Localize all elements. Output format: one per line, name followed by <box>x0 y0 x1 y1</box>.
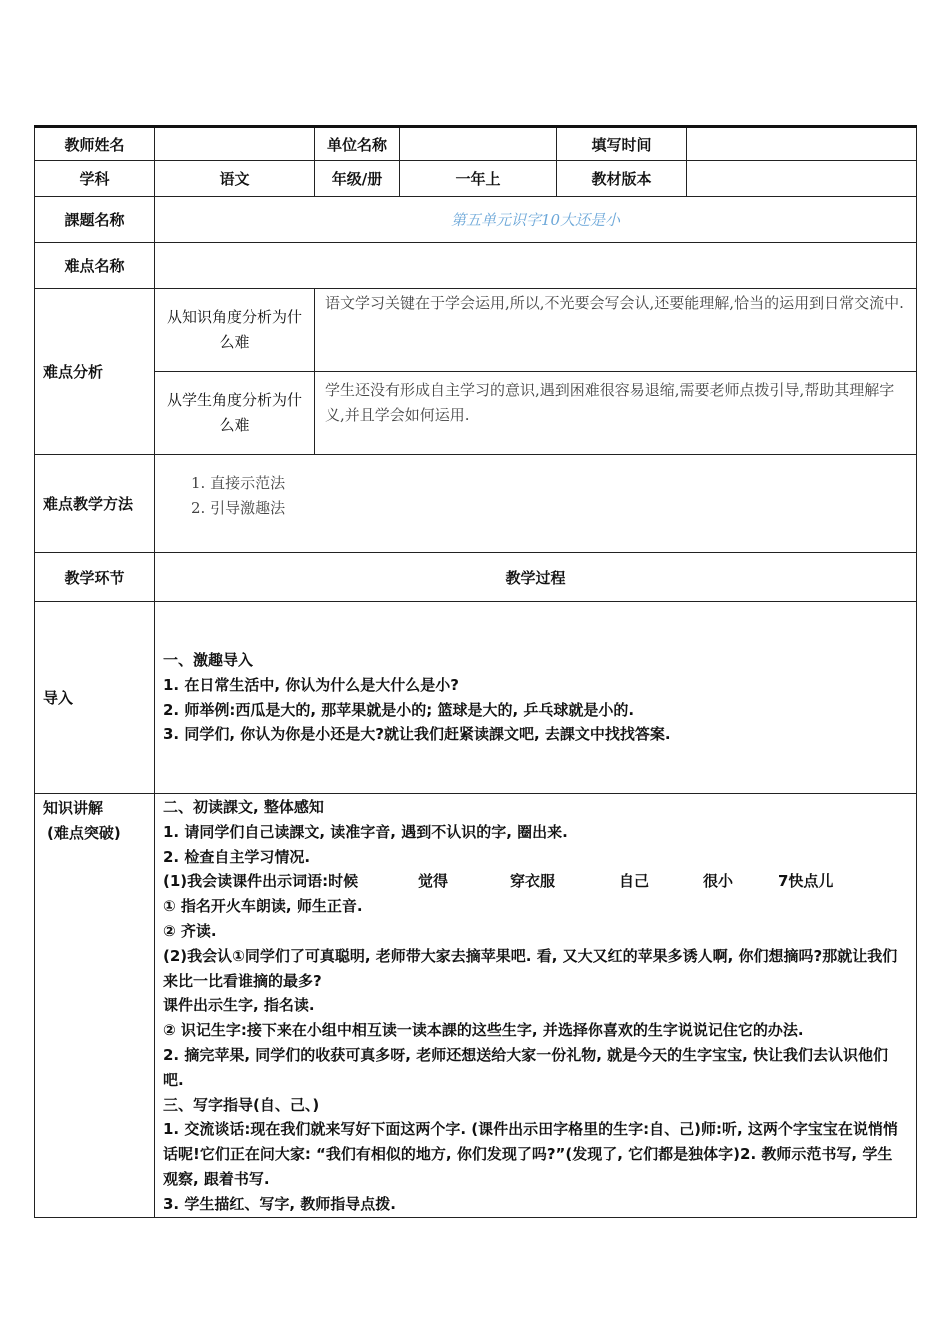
student-angle-label: 从学生角度分析为什么难 <box>155 372 315 455</box>
word-item: 自己 <box>619 872 650 891</box>
teacher-name-label: 教师姓名 <box>35 127 155 161</box>
fill-time-value <box>687 127 917 161</box>
method-label: 难点教学方法 <box>35 455 155 553</box>
word-item: 穿衣服 <box>510 872 556 891</box>
knowledge-line: 3. 学生描红、写字, 教师指导点拨. <box>163 1194 396 1213</box>
intro-line: 2. 师举例:西瓜是大的, 那苹果就是小的; 篮球是大的, 乒乓球就是小的. <box>163 700 635 719</box>
word-list-line <box>163 869 906 894</box>
analysis-knowledge-row <box>35 289 917 372</box>
unit-value <box>400 127 557 161</box>
analysis-student-row <box>35 372 917 455</box>
teacher-info-row <box>35 127 917 161</box>
method-cell <box>155 455 917 553</box>
knowledge-content <box>155 794 917 1218</box>
method-item: 1. 直接示范法 <box>191 474 286 492</box>
difficulty-row <box>35 243 917 289</box>
grade-label: 年级/册 <box>315 161 400 197</box>
word-item: 7快点儿 <box>778 872 834 891</box>
word-intro: (1)我会读课件出示词语:时候 <box>163 872 359 891</box>
intro-content <box>155 602 917 794</box>
difficulty-value <box>155 243 917 289</box>
process-header: 教学过程 <box>155 553 917 602</box>
knowledge-line: 课件出示生字, 指名读. <box>163 996 315 1015</box>
subject-info-row <box>35 161 917 197</box>
fill-time-label: 填写时间 <box>557 127 687 161</box>
knowledge-angle-label: 从知识角度分析为什么难 <box>155 289 315 372</box>
teacher-name-value <box>155 127 315 161</box>
method-row <box>35 455 917 553</box>
intro-label: 导入 <box>35 602 155 794</box>
intro-row <box>35 602 917 794</box>
lesson-plan-sheet <box>34 125 916 1218</box>
topic-label: 課题名称 <box>35 197 155 243</box>
stage-header: 教学环节 <box>35 553 155 602</box>
subject-label: 学科 <box>35 161 155 197</box>
knowledge-label-cell <box>35 794 155 1218</box>
knowledge-sublabel: (难点突破) <box>47 824 121 842</box>
lesson-plan-table <box>34 125 917 1218</box>
knowledge-line: 三、写字指导(自、己、) <box>163 1095 320 1114</box>
intro-line: 3. 同学们, 你认为你是小还是大?就让我们赶紧读課文吧, 去課文中找找答案. <box>163 725 671 744</box>
student-angle-text: 学生还没有形成自主学习的意识,遇到困难很容易退缩,需要老师点拨引导,帮助其理解字义,并且学会如何运用. <box>315 372 917 455</box>
word-item: 很小 <box>703 872 734 891</box>
knowledge-line: ② 识记生字:接下来在小组中相互读一读本課的这些生字, 并选择你喜欢的生字说说记住它的办法. <box>163 1021 804 1040</box>
textbook-value <box>687 161 917 197</box>
knowledge-line: 1. 交流谈话:现在我们就来写好下面这两个字. (课件出示田字格里的生字:自、己)师:听, 这两个字宝宝在说悄悄话呢!它们正在问大家: “我们有相似的地方, 你们发现了吗?”(发现了, 它们都是独体字)2. 教师示范书写, 学生观察, 跟着书写. <box>163 1120 898 1188</box>
knowledge-line: 二、初读課文, 整体感知 <box>163 798 324 816</box>
knowledge-line: 2. 检查自主学习情况. <box>163 847 311 866</box>
intro-line: 1. 在日常生活中, 你认为什么是大什么是小? <box>163 675 459 694</box>
topic-title: 第五单元识字10大还是小 <box>155 197 917 243</box>
difficulty-label: 难点名称 <box>35 243 155 289</box>
subject-value: 语文 <box>155 161 315 197</box>
knowledge-label: 知识讲解 <box>43 799 104 817</box>
knowledge-line: 1. 请同学们自己读課文, 读准字音, 遇到不认识的字, 圈出来. <box>163 822 568 841</box>
knowledge-line: ① 指名开火车朗读, 师生正音. <box>163 897 363 916</box>
knowledge-row <box>35 794 917 1218</box>
word-item: 觉得 <box>418 872 449 891</box>
analysis-label: 难点分析 <box>35 289 155 455</box>
knowledge-angle-text: 语文学习关键在于学会运用,所以,不光要会写会认,还要能理解,恰当的运用到日常交流中. <box>315 289 917 372</box>
knowledge-line: (2)我会认①同学们了可真聪明, 老师带大家去摘苹果吧. 看, 又大又红的苹果多诱人啊, 你们想摘吗?那就让我们来比一比看谁摘的最多? <box>163 946 898 990</box>
knowledge-line: 2. 摘完苹果, 同学们的收获可真多呀, 老师还想送给大家一份礼物, 就是今天的生字宝宝, 快让我们去认识他们吧. <box>163 1045 889 1089</box>
process-header-row <box>35 553 917 602</box>
method-item: 2. 引导激趣法 <box>191 499 286 517</box>
topic-row <box>35 197 917 243</box>
textbook-label: 教材版本 <box>557 161 687 197</box>
intro-line: 一、激趣导入 <box>163 651 254 669</box>
knowledge-line: ② 齐读. <box>163 921 217 940</box>
unit-label: 单位名称 <box>315 127 400 161</box>
grade-value: 一年上 <box>400 161 557 197</box>
